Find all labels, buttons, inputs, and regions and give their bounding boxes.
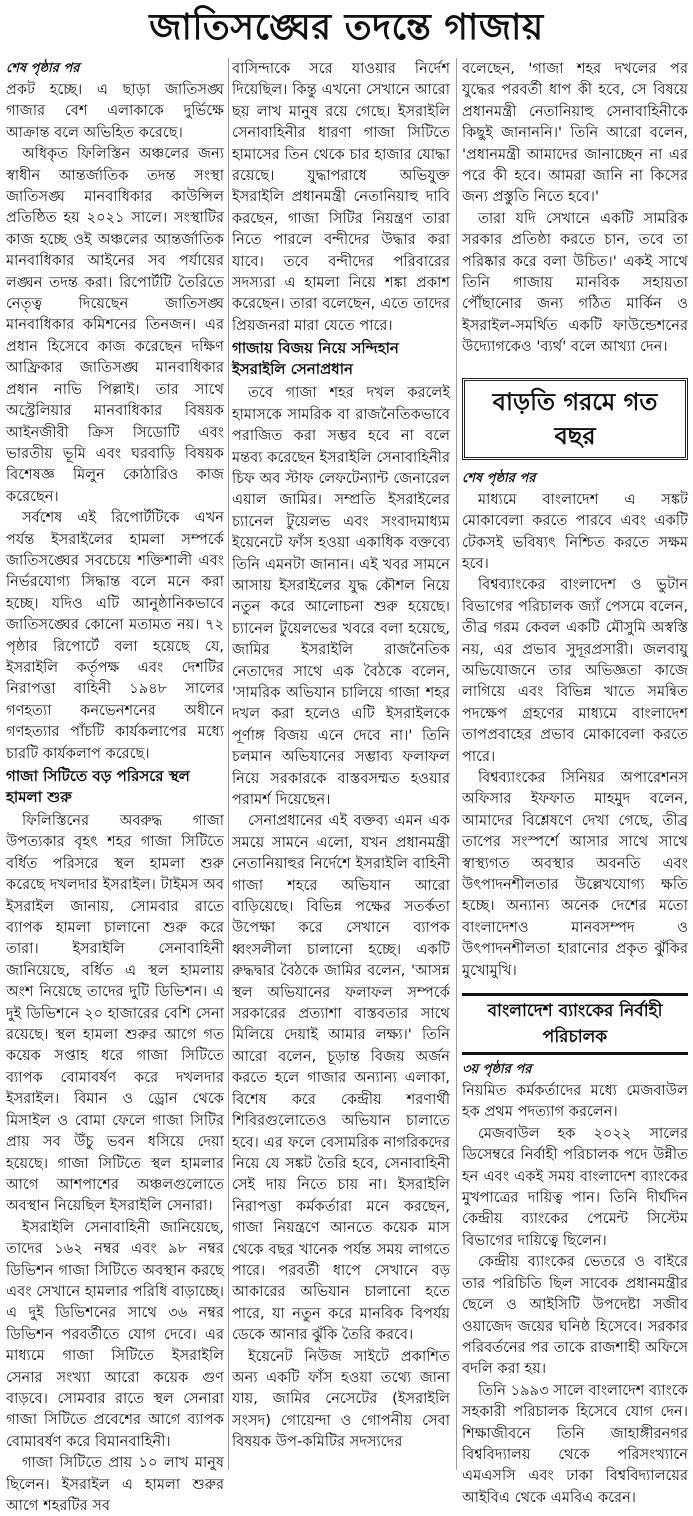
- paragraph: বিশ্বব্যাংকের সিনিয়র অপারেশনস অফিসার ইফফাত মাহমুদ বলেন, আমাদের বিশ্লেষণে দেখা গেছে, তীব্র তাপের সংস্পর্শে আসার সাথে সাথে স্বাস্থ্যগত অবস্থার অবনতি এবং উৎপাদনশীলতার উল্লেখযোগ্য ক্ষতি হচ্ছে। অন্যান্য অনেক দেশের মতো বাংলাদেশও মানবসম্পদ ও উৎপাদনশীলতা হারানোর প্রকৃত ঝুঁকির মুখোমুখি।: [462, 768, 688, 979]
- paragraph: ইসরাইলি সেনাবাহিনী জানিয়েছে, তাদের ১৬২ নম্বর এবং ৯৮ নম্বর ডিভিশন গাজা সিটিতে অবস্থান করছে এবং সেখানে হামলার পরিধি বাড়াচ্ছে। এ দুই ডিভিশনের সাথে ৩৬ নম্বর ডিভিশন পরবর্তীতে যোগ দেবে। এর মাধ্যমে গাজা সিটিতে ইসরাইলি সেনার সংখ্যা আরো কয়েক গুণ বাড়বে। সোমবার রাতে স্থল সেনারা গাজা সিটিতে প্রবেশের আগে ব্যাপক বোমাবর্ষণ করে বিমানবাহিনী।: [6, 1218, 224, 1450]
- paragraph: তবে গাজা শহর দখল করলেই হামাসকে সামরিক বা রাজনৈতিকভাবে পরাজিত করা সম্ভব হবে না বলে মন্তব্য করেছেন ইসরাইলি সেনাবাহিনীর চিফ অব স্টাফ লেফটেন্যান্ট জেনারেল এয়াল জামির। সম্প্রতি ইসরাইলের চ্যানেল টুয়েলভ এবং সংবাদমাধ্যম ইয়েনেটে ফাঁস হওয়া একাধিক বক্তব্যে তিনি এমনটা জানান। এই খবর সামনে আসায় ইসরাইলের যুদ্ধ কৌশল নিয়ে নতুন করে আলোচনা শুরু হয়েছে। চ্যানেল টুয়েলভের খবরে বলা হয়েছে, জামির ইসরাইলি রাজনৈতিক নেতাদের সাথে এক বৈঠকে বলেন, 'সামরিক অভিযান চালিয়ে গাজা শহর দখল করা হলেও এটি ইসরাইলকে পূর্ণাঙ্গ বিজয় এনে দেবে না।' তিনি চলমান অভিযানের সম্ভাব্য ফলাফল নিয়ে সরকারকে বাস্তবসম্মত হওয়ার পরামর্শ দিয়েছেন।: [232, 384, 450, 808]
- column-divider: [228, 58, 229, 1470]
- paragraph: ইয়েনেট নিউজ সাইটে প্রকাশিত অন্য একটি ফাঁস হওয়া তথ্যে জানা যায়, জামির নেসেটের (ইসরাইলি সংসদ) গোয়েন্দা ও গোপনীয় সেবা বিষয়ক উপ-কমিটির সদস্যদের: [232, 1347, 450, 1451]
- article-3-headline: বাংলাদেশ ব্যাংকের নির্বাহী পরিচালক: [462, 993, 688, 1055]
- paragraph: গাজা সিটিতে প্রায় ১০ লাখ মানুষ ছিলেন। ইসরাইল এ হামলা শুরুর আগে শহরটির সব: [6, 1454, 224, 1514]
- article-2-headline: বাড়তি গরমে গত বছর: [462, 378, 688, 460]
- paragraph: অধিকৃত ফিলিস্তিন অঞ্চলের জন্য স্বাধীন আন্তর্জাতিক তদন্ত সংস্থা জাতিসঙ্ঘ মানবাধিকার কাউন্সিল প্রতিষ্ঠিত হয় ২০২১ সালে। সংস্থাটির কাজ হচ্ছে ওই অঞ্চলের আন্তর্জাতিক মানবাধিকার আইনের সব পর্যায়ের লঙ্ঘন তদন্ত করা। রিপোর্টটি তৈরিতে নেতৃত্ব দিয়েছেন জাতিসঙ্ঘ মানবাধিকার কমিশনের তিনজন। এর প্রধান হিসেবে কাজ করেছেন দক্ষিণ আফ্রিকার জাতিসঙ্ঘ মানবাধিকার প্রধান নাভি পিল্লাই। তার সাথে অস্ট্রেলিয়ার মানবাধিকার বিষয়ক আইনজীবী ক্রিস সিডোটি এবং ভারতীয় ভূমি এবং ঘরবাড়ি বিষয়ক বিশেষজ্ঞ মিলুন কোঠারিও কাজ করেছেন।: [6, 145, 224, 505]
- paragraph: নিয়মিত কর্মকর্তাদের মধ্যে মেজবাউল হক প্রথম পদত্যাগ করলেন।: [462, 1082, 688, 1121]
- main-headline: জাতিসঙ্ঘের তদন্তে গাজায়: [149, 7, 544, 48]
- paragraph: মেজবাউল হক ২০২২ সালের ডিসেম্বরে নির্বাহী পরিচালক পদে উন্নীত হন এবং একই সময় বাংলাদেশ ব্যাংকের মুখপাত্রের দায়িত্ব পান। তিনি দীর্ঘদিন কেন্দ্রীয় ব্যাংকের পেমেন্ট সিস্টেম বিভাগের দায়িত্বে ছিলেন।: [462, 1124, 688, 1249]
- paragraph: প্রকট হচ্ছে। এ ছাড়া জাতিসঙ্ঘ গাজার বেশ এলাকাকে দুর্ভিক্ষে আক্রান্ত বলে অভিহিত করেছে।: [6, 81, 224, 141]
- continued-label: ৩য় পৃষ্ঠার পর: [462, 1062, 532, 1078]
- paragraph: সর্বশেষ এই রিপোর্টটিকে এখন পর্যন্ত ইসরাইলের হামলা সম্পর্কে জাতিসঙ্ঘের সবচেয়ে শক্তিশালী এবং নির্ভরযোগ্য সিদ্ধান্ত বলে মনে করা হচ্ছে। যদিও এটি আনুষ্ঠানিকভাবে জাতিসঙ্ঘের কোনো মতামত নয়। ৭২ পৃষ্ঠার রিপোর্টে বলা হয়েছে যে, ইসরাইলি কর্তৃপক্ষ এবং দেশটির নিরাপত্তা বাহিনী ১৯৪৮ সালের গণহত্যা কনভেনশনের অধীনে গণহত্যার পাঁচটি কার্যকলাপের মধ্যে চারটি কার্যকলাপ করেছে।: [6, 509, 224, 762]
- column-1: [6, 58, 224, 1514]
- paragraph: মাধ্যমে বাংলাদেশ এ সঙ্কট মোকাবেলা করতে পারবে এবং একটি টেকসই ভবিষ্যৎ নিশ্চিত করতে সক্ষম হবে।: [462, 490, 688, 572]
- paragraph: সেনাপ্রধানের এই বক্তব্য এমন এক সময়ে সামনে এলো, যখন প্রধানমন্ত্রী নেতানিয়াহুর নির্দেশে ইসরাইলি বাহিনী গাজা শহরে অভিযান আরো বাড়িয়েছে। বিভিন্ন পক্ষের সতর্কতা উপেক্ষা করে সেখানে ব্যাপক ধ্বংসলীলা চালানো হচ্ছে। একটি রুদ্ধদ্বার বৈঠকে জামির বলেন, 'আসন্ন স্থল অভিযানের ফলাফল সম্পর্কে সরকারের প্রত্যাশা বাস্তবতার সাথে মিলিয়ে দেয়াই আমার লক্ষ্য।' তিনি আরো বলেন, চূড়ান্ত বিজয় অর্জন করতে হলে গাজার অন্যান্য এলাকা, বিশেষ করে কেন্দ্রীয় শরণার্থী শিবিরগুলোতেও অভিযান চালাতে হবে। এর ফলে বেসামরিক নাগরিকদের নিয়ে যে সঙ্কট তৈরি হবে, সেনাবাহিনী সেই দায় নিতে চায় না। ইসরাইলি নিরাপত্তা কর্মকর্তারা মনে করছেন, গাজা নিয়ন্ত্রণে আনতে কয়েক মাস থেকে বছর খানেক পর্যন্ত সময় লাগতে পারে। পরবর্তী ধাপে সেখানে বড় আকারের অভিযান চালানো হতে পারে, যা নতুন করে মানবিক বিপর্যয় ডেকে আনার ঝুঁকি তৈরি করবে।: [232, 812, 450, 1344]
- column-divider: [456, 58, 457, 1470]
- subheading: গাজায় বিজয় নিয়ে সন্দিহান ইসরাইলি সেনাপ্রধান: [232, 339, 399, 379]
- paragraph: বলেছেন, 'গাজা শহর দখলের পর যুদ্ধের পরবর্তী ধাপ কী হবে, সে বিষয়ে প্রধানমন্ত্রী নেতানিয়াহু সেনাবাহিনীকে কিছুই জানাননি।' তিনি আরো বলেন, 'প্রধানমন্ত্রী আমাদের জানাচ্ছেন না এর পরে কী হবে। আমরা জানি না কিসের জন্য প্রস্তুতি নিতে হবে।': [462, 60, 688, 206]
- paragraph: বিশ্বব্যাংকের বাংলাদেশ ও ভুটান বিভাগের পরিচালক জ্যাঁ পেসমে বলেন, তীব্র গরম কেবল একটি মৌসুমি অস্বস্তি নয়, এর প্রভাব সুদূরপ্রসারী। জলবায়ু অভিযোজনে তার অভিজ্ঞতা কাজে লাগিয়ে এবং বিভিন্ন খাতে সমন্বিত পদক্ষেপ গ্রহণের মাধ্যমে বাংলাদেশ তাপপ্রবাহের প্রভাব মোকাবেলা করতে পারে।: [462, 576, 688, 765]
- subheading: গাজা সিটিতে বড় পরিসরে স্থল হামলা শুরু: [6, 767, 190, 806]
- paragraph: তারা যদি সেখানে একটি সামরিক সরকার প্রতিষ্ঠা করতে চান, তবে তা পরিষ্কার করে বলা উচিত।' একই সাথে তিনি গাজায় মানবিক সহায়তা পৌঁছানোর জন্য গঠিত মার্কিন ও ইসরাইল-সমর্থিত একটি ফাউন্ডেশনের উদ্যোগকেও 'ব্যর্থ' বলে আখ্যা দেন।: [462, 209, 688, 356]
- continued-label: শেষ পৃষ্ঠার পর: [462, 470, 536, 486]
- column-2: [232, 58, 450, 1472]
- paragraph: বাসিন্দাকে সরে যাওয়ার নির্দেশ দিয়েছিল। কিন্তু এখনো সেখানে আরো ছয় লাখ মানুষ রয়ে গেছে। ইসরাইলি সেনাবাহিনীর ধারণা গাজা সিটিতে হামাসের তিন থেকে চার হাজার যোদ্ধা রয়েছে। যুদ্ধাপরাধে অভিযুক্ত ইসরাইলি প্রধানমন্ত্রী নেতানিয়াহু দাবি করছেন, গাজা সিটির নিয়ন্ত্রণ তারা নিতে পারলে বন্দীদের উদ্ধার করা যাবে। তবে বন্দীদের পরিবারের সদস্যরা এ হামলা নিয়ে শঙ্কা প্রকাশ করেছেন। তারা বলেছেন, এতে তাদের প্রিয়জনরা মারা যেতে পারে।: [232, 60, 450, 334]
- continued-label: শেষ পৃষ্ঠার পর: [6, 61, 80, 76]
- paragraph: তিনি ১৯৯৩ সালে বাংলাদেশ ব্যাংকে সহকারী পরিচালক হিসেবে যোগ দেন। শিক্ষাজীবনে তিনি জাহাঙ্গীরনগর বিশ্ববিদ্যালয় থেকে পরিসংখ্যানে এমএসসি এবং ঢাকা বিশ্ববিদ্যালয়ের আইবিএ থেকে এমবিএ করেন।: [462, 1381, 688, 1506]
- column-3: [462, 58, 688, 1506]
- paragraph: কেন্দ্রীয় ব্যাংকের ভেতরে ও বাইরে তার পরিচিতি ছিল সাবেক প্রধানমন্ত্রীর ছেলে ও আইসিটি উপদেষ্টা সজীব ওয়াজেদ জয়ের ঘনিষ্ঠ হিসেবে। সরকার পরিবর্তনের পর তাকে রাজশাহী অফিসে বদলি করা হয়।: [462, 1253, 688, 1378]
- paragraph: ফিলিস্তিনের অবরুদ্ধ গাজা উপত্যকার বৃহৎ শহর গাজা সিটিতে বর্ধিত পরিসরে স্থল হামলা শুরু করেছে দখলদার ইসরাইল। টাইমস অব ইসরাইল জানায়, সোমবার রাতে ব্যাপক হামলা চালানো শুরু করে তারা। ইসরাইলি সেনাবাহিনী জানিয়েছে, বর্ধিত এ স্থল হামলায় অংশ নিয়েছে তাদের দুটি ডিভিশন। এ দুই ডিভিশনে ২০ হাজারের বেশি সেনা রয়েছে। স্থল হামলা শুরুর আগে গত কয়েক সপ্তাহ ধরে গাজা সিটিতে ব্যাপক বোমাবর্ষণ করে দখলদার ইসরাইল। বিমান ও ড্রোন থেকে মিসাইল ও বোমা ফেলে গাজা সিটির প্রায় সব উঁচু ভবন ধসিয়ে দেয়া হয়েছে। গাজা সিটিতে স্থল হামলার আগে আশপাশের অঞ্চলগুলোতে অবস্থান নিয়েছিল ইসরাইলি সেনারা।: [6, 812, 224, 1215]
